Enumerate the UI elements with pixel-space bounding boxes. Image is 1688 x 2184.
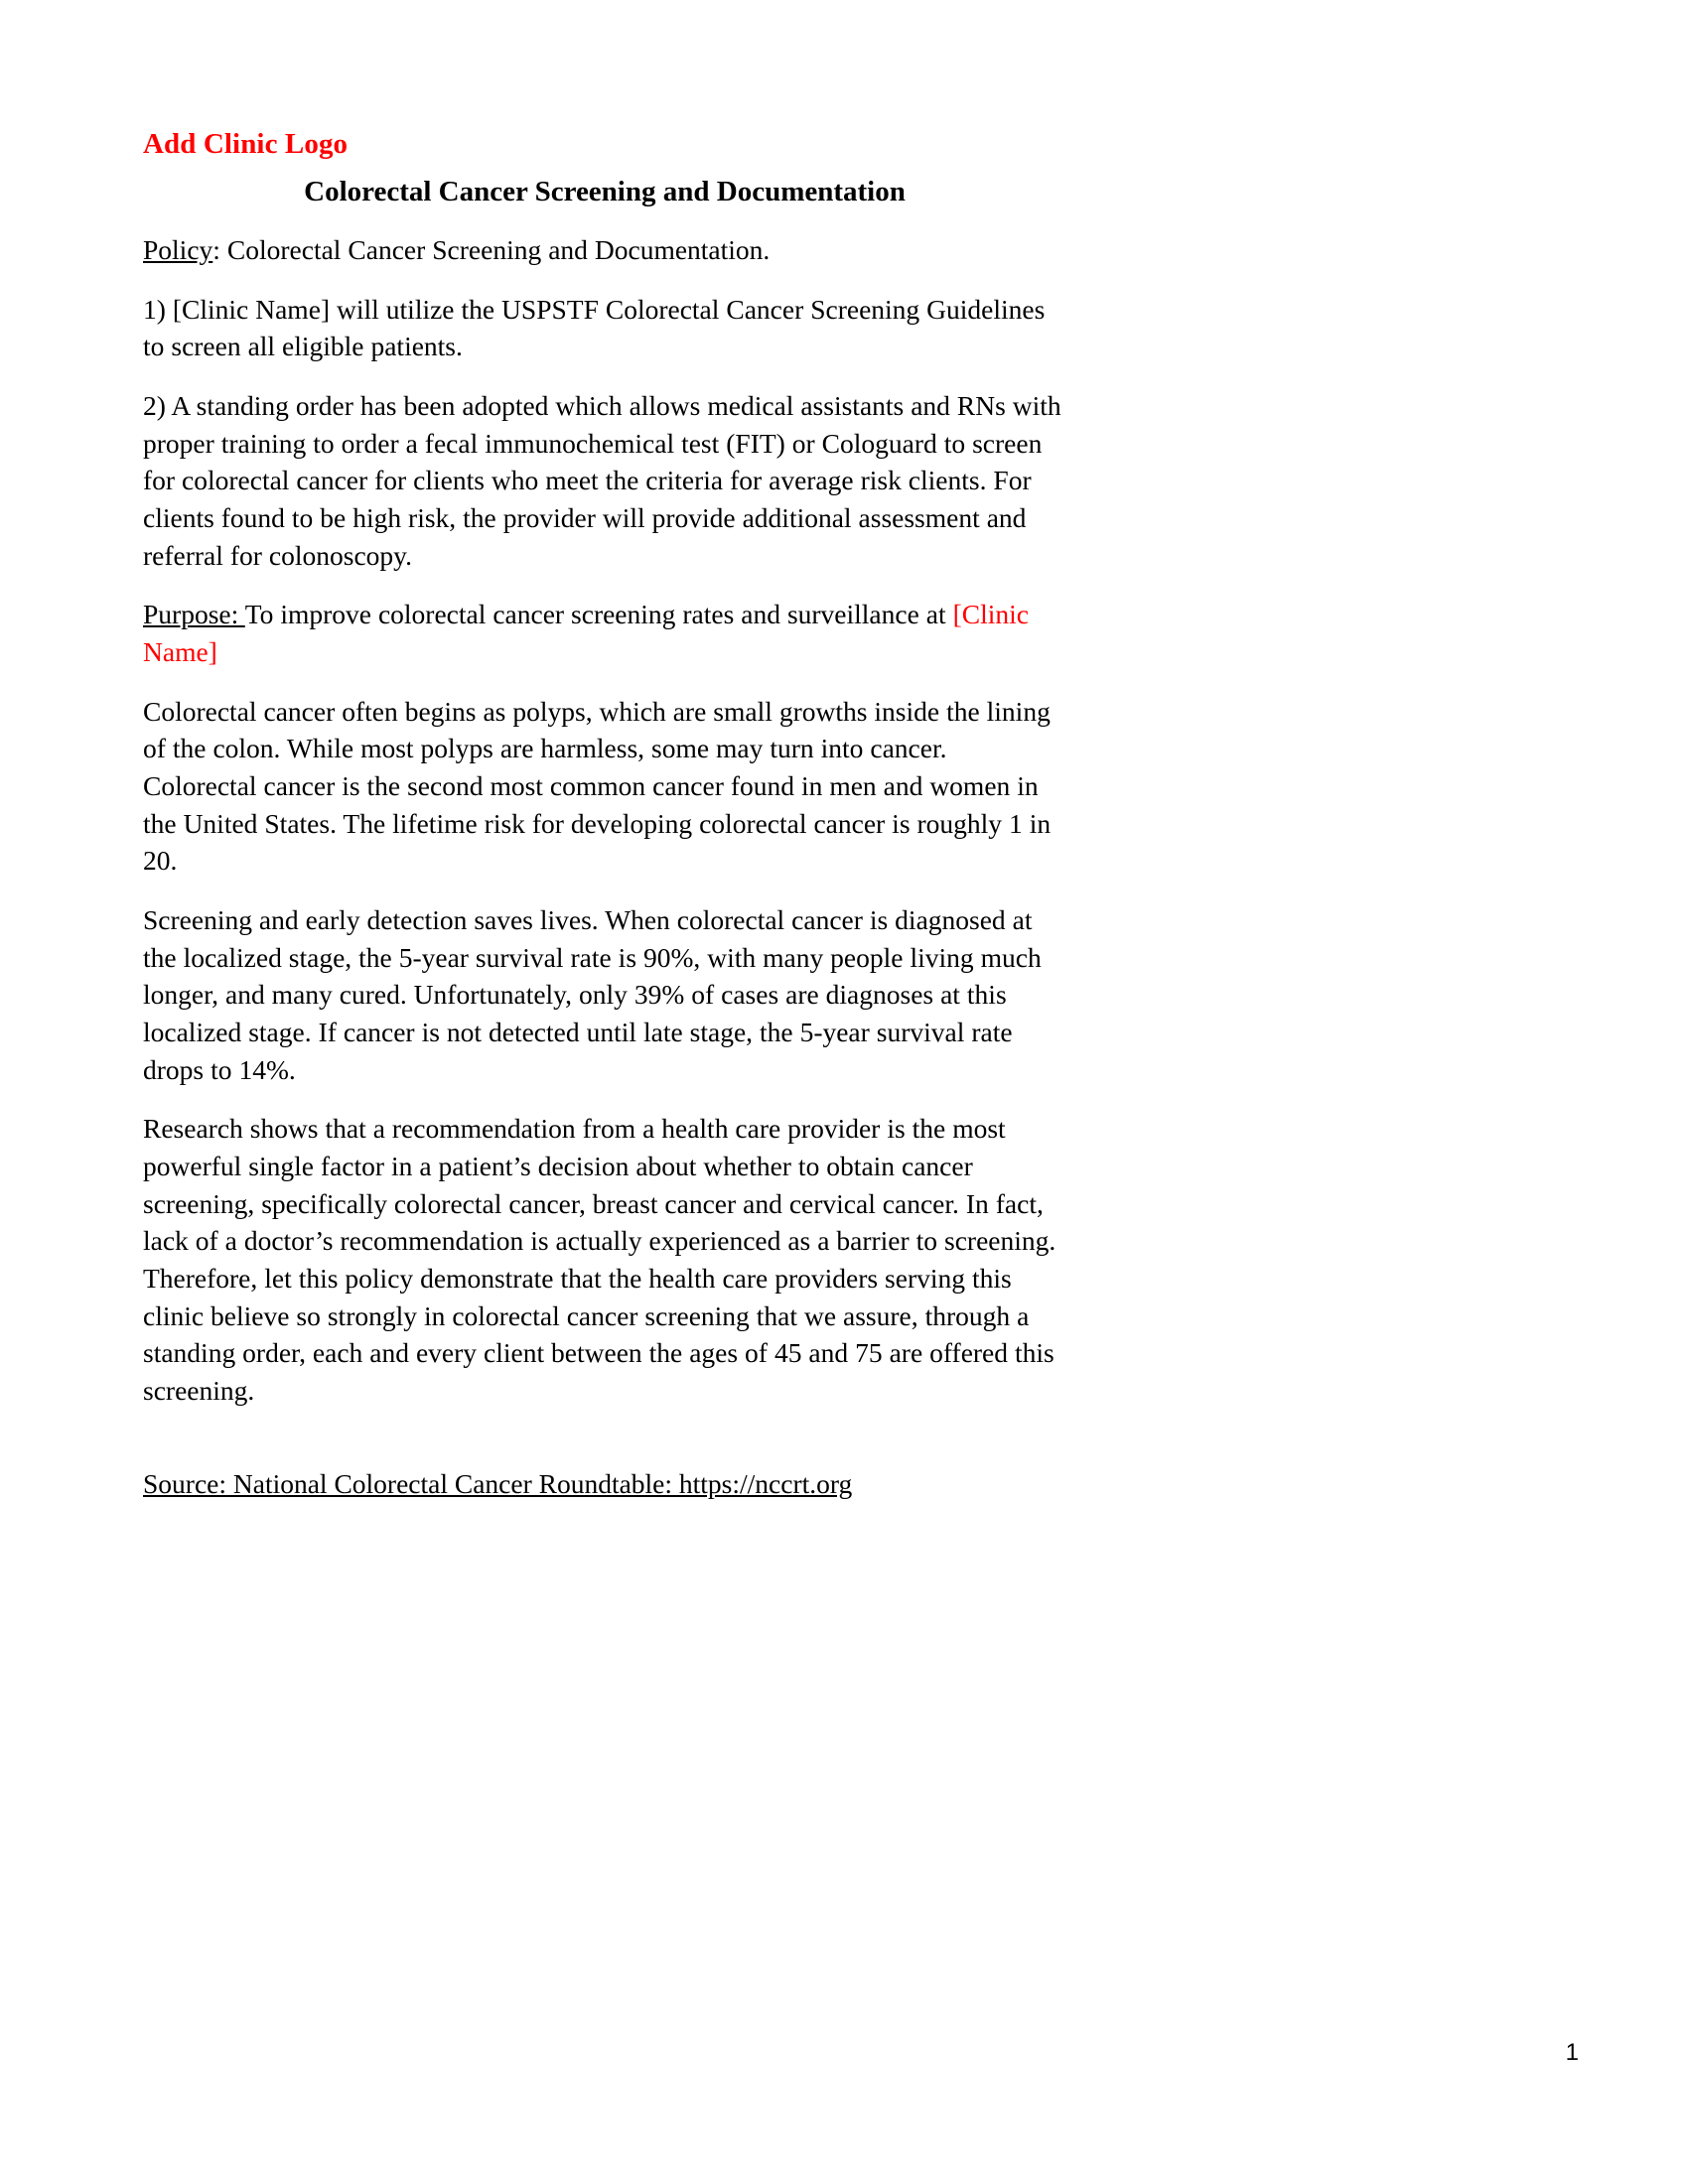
page-title: Colorectal Cancer Screening and Documentation: [304, 176, 906, 208]
numbered-item-1: 1) [Clinic Name] will utilize the USPSTF Colorectal Cancer Screening Guidelines to screen all eligible patients.: [143, 293, 1046, 362]
source-citation: Source: National Colorectal Cancer Roundtable: https://nccrt.org: [143, 1467, 853, 1499]
purpose-paragraph: [143, 596, 1066, 670]
policy-paragraph: [143, 231, 1066, 269]
page-number: 1: [1565, 2039, 1579, 2066]
purpose-label: Purpose:: [143, 599, 245, 630]
paragraph-screening: Screening and early detection saves lives. When colorectal cancer is diagnosed at the localized stage, the 5-year survival rate is 90%, with many people living much longer, and many cured. Unfortunately, only 39% of cases are diagnoses at this localized stage. If cancer is not detected until late stage, the 5-year survival rate drops to 14%.: [143, 904, 1042, 1085]
document-content: [143, 127, 1066, 1503]
numbered-item-2: 2) A standing order has been adopted which allows medical assistants and RNs with proper training to order a fecal immunochemical test (FIT) or Cologuard to screen for colorectal cancer for clients who meet the criteria for average risk clients. For clients found to be high risk, the provider will provide additional assessment and referral for colonoscopy.: [143, 390, 1061, 571]
policy-text: Colorectal Cancer Screening and Documentation.: [226, 234, 771, 266]
purpose-clinic-placeholder: [Clinic Name]: [143, 599, 1029, 668]
purpose-text: To improve colorectal cancer screening rates and surveillance at: [244, 599, 953, 630]
policy-label-suffix: :: [212, 234, 227, 266]
paragraph-polyps: Colorectal cancer often begins as polyps, which are small growths inside the lining of the colon. While most polyps are harmless, some may turn into cancer. Colorectal cancer is the second most common cancer found in men and women in the United States. The lifetime risk for developing colorectal cancer is roughly 1 in 20.: [143, 695, 1052, 877]
clinic-logo-placeholder: Add Clinic Logo: [143, 128, 349, 160]
policy-label: Policy: [143, 234, 213, 266]
paragraph-research: Research shows that a recommendation from a health care provider is the most powerful single factor in a patient’s decision about whether to obtain cancer screening, specifically colorectal cancer, breast cancer and cervical cancer. In fact, lack of a doctor’s recommendation is actually experienced as a barrier to screening. Therefore, let this policy demonstrate that the health care providers serving this clinic believe so strongly in colorectal cancer screening that we assure, through a standing order, each and every client between the ages of 45 and 75 are offered this screening.: [143, 1113, 1056, 1407]
paragraph-spacer: [143, 1432, 1066, 1465]
